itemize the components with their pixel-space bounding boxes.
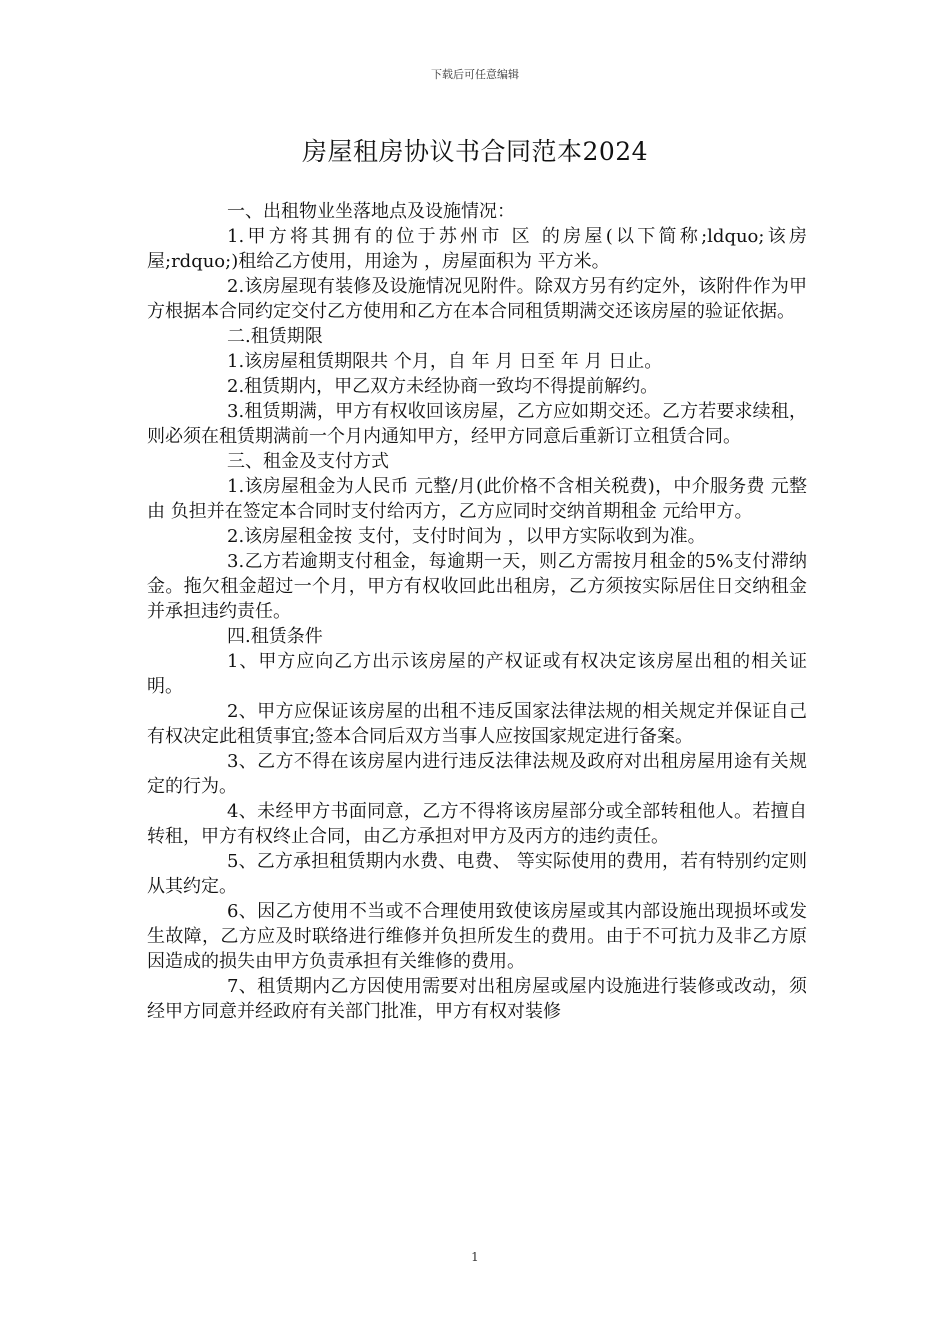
paragraph: 2、甲方应保证该房屋的出租不违反国家法律法规的相关规定并保证自己有权决定此租赁事宜;签本合同后双方当事人应按国家规定进行备案。 [147,701,807,747]
document-title: 房屋租房协议书合同范本2024 [301,137,649,166]
paragraph: 3.乙方若逾期支付租金，每逾期一天，则乙方需按月租金的5%支付滞纳金。拖欠租金超过一个月，甲方有权收回此出租房，乙方须按实际居住日交纳租金并承担违约责任。 [147,551,807,622]
paragraph: 1.该房屋租赁期限共 个月，自 年 月 日至 年 月 日止。 [227,351,663,372]
paragraph: 1、甲方应向乙方出示该房屋的产权证或有权决定该房屋出租的相关证明。 [147,651,807,697]
document-body [147,199,807,1024]
paragraph: 7、租赁期内乙方因使用需要对出租房屋或屋内设施进行装修或改动，须经甲方同意并经政府有关部门批准，甲方有权对装修 [147,976,807,1022]
paragraph: 1.该房屋租金为人民币 元整/月(此价格不含相关税费)，中介服务费 元整 由 负担并在签定本合同时支付给丙方，乙方应同时交纳首期租金 元给甲方。 [147,476,807,522]
section-heading: 二.租赁期限 [227,326,323,347]
page-number: 1 [471,1250,479,1264]
section-heading: 四.租赁条件 [227,626,323,647]
paragraph: 6、因乙方使用不当或不合理使用致使该房屋或其内部设施出现损坏或发生故障，乙方应及时联络进行维修并负担所发生的费用。由于不可抗力及非乙方原因造成的损失由甲方负责承担有关维修的费用。 [147,901,807,972]
section-heading: 三、租金及支付方式 [227,451,389,472]
paragraph: 2.该房屋租金按 支付，支付时间为 ，以甲方实际收到为准。 [227,526,706,547]
paragraph: 2.该房屋现有装修及设施情况见附件。除双方另有约定外，该附件作为甲方根据本合同约定交付乙方使用和乙方在本合同租赁期满交还该房屋的验证依据。 [147,276,807,322]
page-header: 下载后可任意编辑 [431,68,519,81]
paragraph: 3.租赁期满，甲方有权收回该房屋，乙方应如期交还。乙方若要求续租，则必须在租赁期满前一个月内通知甲方，经甲方同意后重新订立租赁合同。 [147,401,807,447]
paragraph: 1.甲方将其拥有的位于苏州市 区 的房屋(以下简称;ldquo;该房屋;rdquo;)租给乙方使用，用途为 ，房屋面积为 平方米。 [147,226,807,272]
paragraph: 2.租赁期内，甲乙双方未经协商一致均不得提前解约。 [227,376,659,397]
paragraph: 一、出租物业坐落地点及设施情况： [227,201,515,222]
paragraph: 4、未经甲方书面同意，乙方不得将该房屋部分或全部转租他人。若擅自转租，甲方有权终止合同，由乙方承担对甲方及丙方的违约责任。 [147,801,807,847]
paragraph: 5、乙方承担租赁期内水费、电费、 等实际使用的费用，若有特别约定则从其约定。 [147,851,807,897]
paragraph: 3、乙方不得在该房屋内进行违反法律法规及政府对出租房屋用途有关规定的行为。 [147,751,807,797]
